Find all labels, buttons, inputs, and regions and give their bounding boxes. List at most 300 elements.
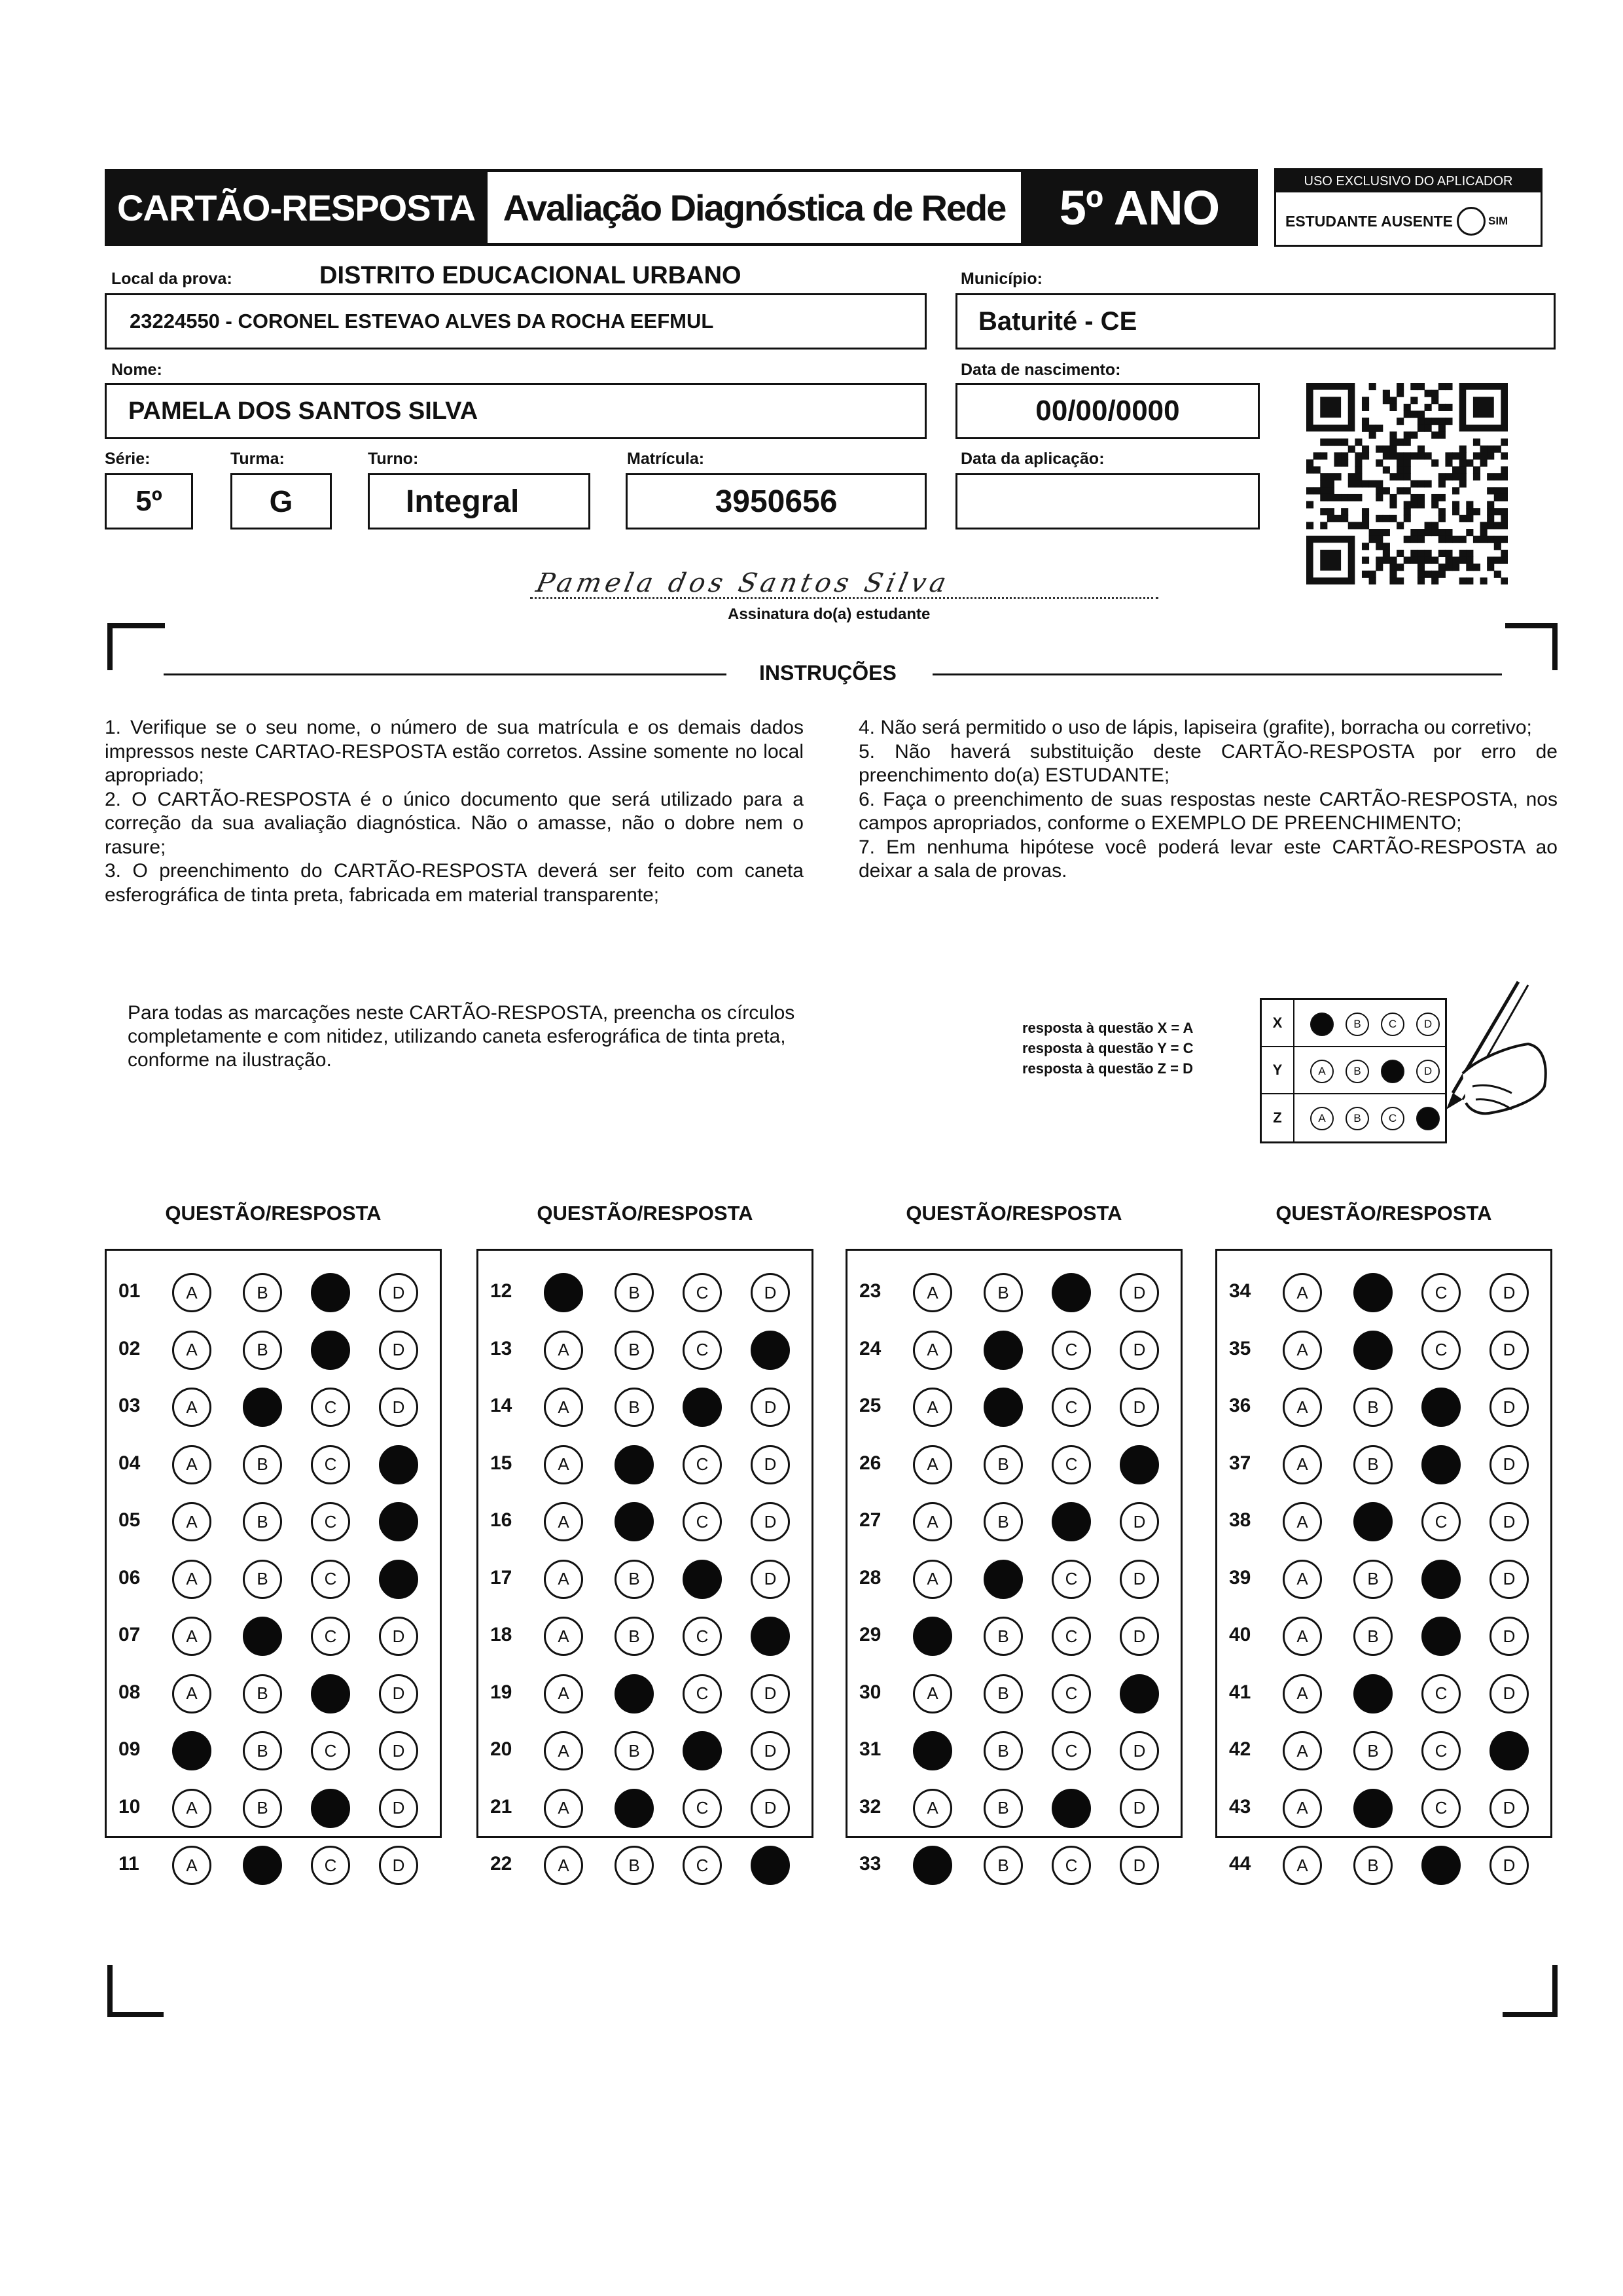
answer-bubble-c[interactable]: C	[683, 1502, 722, 1541]
answer-bubble-b[interactable]: B	[615, 1273, 654, 1312]
answer-bubble-c[interactable]: C	[683, 1273, 722, 1312]
question-number: 14	[490, 1395, 512, 1416]
question-number: 39	[1229, 1566, 1251, 1588]
answer-bubble-b[interactable]	[615, 1674, 654, 1713]
answer-bubble-b[interactable]	[243, 1846, 282, 1885]
question-number: 24	[859, 1337, 882, 1359]
answer-bubble-d[interactable]: D	[751, 1731, 790, 1770]
answer-bubble-b[interactable]: B	[984, 1789, 1023, 1828]
answer-bubble-b[interactable]: B	[1353, 1560, 1393, 1599]
answer-bubble-d[interactable]: D	[379, 1846, 418, 1885]
answer-bubble-a[interactable]: A	[172, 1388, 211, 1427]
answer-bubble-b[interactable]: B	[243, 1560, 282, 1599]
series-label: Série:	[105, 450, 151, 468]
answer-bubble-b[interactable]	[243, 1617, 282, 1656]
answer-bubble-c[interactable]: C	[1052, 1674, 1091, 1713]
class-label: Turma:	[230, 450, 285, 468]
question-row	[1217, 1729, 1550, 1768]
instruction-5: 5. Não haverá substituição deste CARTÃO-RESPOSTA por erro de preenchimento do(a) ESTUDANTE;	[859, 740, 1558, 786]
question-number: 03	[118, 1395, 141, 1416]
answer-bubble-b[interactable]	[984, 1560, 1023, 1599]
answer-bubble-b[interactable]: B	[615, 1617, 654, 1656]
example-bubble-a	[1310, 1013, 1334, 1036]
answer-bubble-b[interactable]: B	[243, 1445, 282, 1484]
answer-bubble-a[interactable]: A	[544, 1617, 583, 1656]
question-number: 11	[118, 1853, 139, 1874]
question-row	[1217, 1672, 1550, 1712]
answer-bubble-c[interactable]: C	[683, 1846, 722, 1885]
answer-bubble-a[interactable]: A	[1283, 1502, 1322, 1541]
question-row	[478, 1271, 812, 1310]
answer-bubble-b[interactable]	[1353, 1789, 1393, 1828]
example-legend-z: resposta à questão Z = D	[1022, 1060, 1194, 1077]
answer-bubble-d[interactable]: D	[1489, 1674, 1529, 1713]
answer-bubble-d[interactable]: D	[751, 1388, 790, 1427]
question-number: 15	[490, 1452, 512, 1474]
birth-field	[955, 383, 1260, 439]
answer-bubble-c[interactable]	[1421, 1846, 1461, 1885]
answer-bubble-a[interactable]	[913, 1846, 952, 1885]
question-row	[478, 1672, 812, 1712]
answer-bubble-a[interactable]: A	[913, 1674, 952, 1713]
answer-bubble-b[interactable]: B	[1353, 1846, 1393, 1885]
answer-bubble-d[interactable]: D	[1120, 1273, 1159, 1312]
answer-bubble-c[interactable]	[1052, 1502, 1091, 1541]
answer-bubble-c[interactable]: C	[1052, 1731, 1091, 1770]
answer-bubble-c[interactable]: C	[1421, 1731, 1461, 1770]
answer-bubble-d[interactable]: D	[1489, 1388, 1529, 1427]
answer-bubble-c[interactable]: C	[1052, 1445, 1091, 1484]
example-row-label: X	[1262, 1000, 1294, 1046]
column-header-4: QUESTÃO/RESPOSTA	[1275, 1202, 1492, 1225]
example-legend-x: resposta à questão X = A	[1022, 1020, 1194, 1036]
answer-bubble-d[interactable]	[751, 1331, 790, 1370]
answer-bubble-a[interactable]: A	[172, 1560, 211, 1599]
answer-bubble-b[interactable]	[984, 1388, 1023, 1427]
answer-bubble-d[interactable]: D	[1120, 1846, 1159, 1885]
answer-bubble-c[interactable]: C	[1421, 1789, 1461, 1828]
question-number: 34	[1229, 1280, 1251, 1302]
enrollment-label: Matrícula:	[627, 450, 705, 468]
answer-bubble-b[interactable]: B	[615, 1388, 654, 1427]
answer-bubble-a[interactable]: A	[544, 1388, 583, 1427]
question-row	[107, 1787, 440, 1826]
instruction-3: 3. O preenchimento do CARTÃO-RESPOSTA deverá ser feito com caneta esferográfica de tinta preta, fabricada em material transparente;	[105, 860, 804, 906]
answer-bubble-c[interactable]	[683, 1388, 722, 1427]
corner-mark-bottom-left	[107, 1965, 113, 2017]
question-row	[1217, 1615, 1550, 1654]
answer-bubble-b[interactable]: B	[615, 1331, 654, 1370]
answer-bubble-a[interactable]: A	[544, 1445, 583, 1484]
corner-mark-bottom-right	[1503, 2012, 1558, 2017]
answer-bubble-a[interactable]: A	[172, 1445, 211, 1484]
answer-bubble-d[interactable]: D	[1489, 1560, 1529, 1599]
answer-bubble-d[interactable]: D	[1489, 1789, 1529, 1828]
question-row	[1217, 1271, 1550, 1310]
question-number: 17	[490, 1566, 512, 1588]
answer-bubble-b[interactable]	[1353, 1331, 1393, 1370]
name-value: PAMELA DOS SANTOS SILVA	[128, 397, 478, 425]
answer-bubble-a[interactable]: A	[172, 1617, 211, 1656]
answer-bubble-d[interactable]	[1120, 1445, 1159, 1484]
municipality-label: Município:	[961, 270, 1043, 288]
question-number: 21	[490, 1795, 512, 1818]
answer-bubble-c[interactable]: C	[311, 1731, 350, 1770]
question-row	[1217, 1386, 1550, 1425]
answer-bubble-b[interactable]: B	[984, 1273, 1023, 1312]
location-label: Local da prova:	[111, 270, 232, 288]
question-number: 36	[1229, 1395, 1251, 1416]
answer-bubble-d[interactable]	[751, 1617, 790, 1656]
answer-bubble-a[interactable]: A	[1283, 1617, 1322, 1656]
question-number: 16	[490, 1509, 512, 1531]
question-number: 31	[859, 1738, 882, 1760]
answer-bubble-b[interactable]: B	[984, 1674, 1023, 1713]
answer-bubble-b[interactable]: B	[615, 1731, 654, 1770]
answer-bubble-a[interactable]: A	[1283, 1273, 1322, 1312]
fill-instruction-note: Para todas as marcações neste CARTÃO-RESPOSTA, preencha os círculos completamente e com nitidez, utilizando caneta esferográfica de tinta preta, conforme na ilustração.	[128, 1002, 795, 1071]
column-header-1: QUESTÃO/RESPOSTA	[165, 1202, 382, 1225]
answer-bubble-c[interactable]: C	[1052, 1331, 1091, 1370]
answer-column-4	[1215, 1249, 1552, 1875]
answer-bubble-d[interactable]: D	[1489, 1502, 1529, 1541]
question-row	[107, 1500, 440, 1539]
answer-bubble-b[interactable]: B	[1353, 1731, 1393, 1770]
answer-bubble-a[interactable]: A	[1283, 1674, 1322, 1713]
answer-bubble-a[interactable]: A	[1283, 1331, 1322, 1370]
applicator-header: USO EXCLUSIVO DO APLICADOR	[1276, 170, 1541, 192]
answer-bubble-a[interactable]: A	[172, 1789, 211, 1828]
answer-bubble-b[interactable]: B	[615, 1560, 654, 1599]
answer-bubble-b[interactable]	[1353, 1502, 1393, 1541]
answer-bubble-d[interactable]: D	[379, 1331, 418, 1370]
question-number: 25	[859, 1395, 882, 1416]
answer-bubble-b[interactable]: B	[243, 1273, 282, 1312]
question-number: 05	[118, 1509, 141, 1531]
answer-bubble-b[interactable]: B	[984, 1617, 1023, 1656]
municipality-field	[955, 293, 1556, 350]
answer-bubble-b[interactable]	[1353, 1674, 1393, 1713]
answer-column-1	[105, 1249, 442, 1875]
answer-bubble-b[interactable]: B	[243, 1331, 282, 1370]
answer-bubble-c[interactable]: C	[1421, 1674, 1461, 1713]
answer-bubble-c[interactable]: C	[311, 1560, 350, 1599]
question-row	[107, 1672, 440, 1712]
question-row	[847, 1558, 1181, 1597]
answer-bubble-c[interactable]: C	[1421, 1273, 1461, 1312]
answer-bubble-c[interactable]: C	[683, 1445, 722, 1484]
answer-bubble-a[interactable]: A	[544, 1846, 583, 1885]
answer-bubble-b[interactable]	[615, 1445, 654, 1484]
instructions-rule-right	[933, 673, 1502, 675]
answer-bubble-a[interactable]: A	[172, 1674, 211, 1713]
application-date-label: Data da aplicação:	[961, 450, 1105, 468]
answer-bubble-c[interactable]: C	[683, 1331, 722, 1370]
question-number: 02	[118, 1337, 141, 1359]
answer-bubble-a[interactable]: A	[913, 1445, 952, 1484]
answer-bubble-a[interactable]: A	[544, 1731, 583, 1770]
exam-title: Avaliação Diagnóstica de Rede	[503, 187, 1006, 228]
answer-bubble-a[interactable]: A	[913, 1502, 952, 1541]
question-number: 35	[1229, 1337, 1251, 1359]
instruction-4: 4. Não será permitido o uso de lápis, lapiseira (grafite), borracha ou corretivo;	[859, 717, 1532, 738]
answer-bubble-a[interactable]	[913, 1617, 952, 1656]
answer-bubble-c[interactable]: C	[311, 1617, 350, 1656]
answer-bubble-d[interactable]: D	[751, 1273, 790, 1312]
answer-bubble-d[interactable]: D	[379, 1273, 418, 1312]
example-bubble-a: A	[1310, 1060, 1334, 1083]
answer-bubble-c[interactable]	[1052, 1789, 1091, 1828]
question-row	[107, 1271, 440, 1310]
question-row	[478, 1500, 812, 1539]
answer-bubble-a[interactable]: A	[172, 1331, 211, 1370]
answer-bubble-a[interactable]: A	[172, 1502, 211, 1541]
answer-bubble-b[interactable]: B	[1353, 1445, 1393, 1484]
answer-bubble-c[interactable]	[683, 1560, 722, 1599]
answer-bubble-d[interactable]: D	[1120, 1560, 1159, 1599]
answer-bubble-a[interactable]: A	[913, 1789, 952, 1828]
answer-bubble-a[interactable]: A	[544, 1560, 583, 1599]
answer-bubble-a[interactable]: A	[544, 1502, 583, 1541]
answer-bubble-b[interactable]: B	[243, 1674, 282, 1713]
answer-bubble-d[interactable]: D	[751, 1789, 790, 1828]
answer-bubble-b[interactable]	[615, 1502, 654, 1541]
example-legend	[1022, 1018, 1193, 1079]
instruction-1: 1. Verifique se o seu nome, o número de sua matrícula e os demais dados impressos neste CARTAO-RESPOSTA estão corretos. Assine somente no local apropriado;	[105, 717, 804, 786]
answer-bubble-d[interactable]: D	[1489, 1331, 1529, 1370]
answer-bubble-d[interactable]: D	[379, 1388, 418, 1427]
question-row	[478, 1558, 812, 1597]
question-row	[847, 1386, 1181, 1425]
question-number: 29	[859, 1624, 882, 1645]
answer-bubble-a[interactable]: A	[172, 1846, 211, 1885]
answer-bubble-a[interactable]: A	[913, 1273, 952, 1312]
application-date-field[interactable]	[955, 473, 1260, 529]
answer-bubble-b[interactable]: B	[615, 1846, 654, 1885]
answer-bubble-a[interactable]: A	[1283, 1846, 1322, 1885]
question-number: 10	[118, 1795, 141, 1818]
absent-yes-label: SIM	[1488, 215, 1508, 227]
answer-bubble-d[interactable]: D	[1489, 1445, 1529, 1484]
question-number: 22	[490, 1853, 512, 1874]
question-number: 20	[490, 1738, 512, 1760]
answer-bubble-a[interactable]: A	[1283, 1388, 1322, 1427]
answer-bubble-a[interactable]: A	[1283, 1789, 1322, 1828]
answer-bubble-c[interactable]	[1052, 1273, 1091, 1312]
answer-bubble-c[interactable]: C	[311, 1445, 350, 1484]
answer-bubble-b[interactable]: B	[984, 1846, 1023, 1885]
answer-bubble-d[interactable]	[751, 1846, 790, 1885]
answer-bubble-c[interactable]: C	[683, 1617, 722, 1656]
answer-bubble-a[interactable]: A	[913, 1388, 952, 1427]
card-title: CARTÃO-RESPOSTA	[116, 187, 476, 228]
question-row	[478, 1729, 812, 1768]
answer-bubble-c[interactable]	[311, 1273, 350, 1312]
answer-bubble-c[interactable]: C	[311, 1502, 350, 1541]
answer-bubble-b[interactable]: B	[243, 1731, 282, 1770]
answer-bubble-b[interactable]	[243, 1388, 282, 1427]
absent-checkbox[interactable]	[1457, 207, 1486, 236]
answer-bubble-d[interactable]: D	[379, 1789, 418, 1828]
question-number: 37	[1229, 1452, 1251, 1474]
question-row	[107, 1844, 440, 1883]
answer-bubble-c[interactable]	[1421, 1560, 1461, 1599]
answer-bubble-a[interactable]: A	[172, 1273, 211, 1312]
answer-bubble-b[interactable]: B	[1353, 1388, 1393, 1427]
name-field	[105, 383, 927, 439]
answer-bubble-a[interactable]: A	[544, 1674, 583, 1713]
question-row	[847, 1729, 1181, 1768]
answer-bubble-d[interactable]: D	[751, 1445, 790, 1484]
answer-bubble-a[interactable]: A	[913, 1331, 952, 1370]
answer-bubble-c[interactable]	[1421, 1445, 1461, 1484]
answer-bubble-d[interactable]	[1489, 1731, 1529, 1770]
answer-bubble-c[interactable]: C	[311, 1388, 350, 1427]
answer-bubble-d[interactable]: D	[751, 1502, 790, 1541]
answer-bubble-a[interactable]: A	[544, 1789, 583, 1828]
answer-column-2	[476, 1249, 813, 1875]
pen-hand-illustration-icon	[1414, 975, 1551, 1139]
answer-bubble-a[interactable]: A	[1283, 1731, 1322, 1770]
question-row	[847, 1672, 1181, 1712]
answer-bubble-d[interactable]: D	[1120, 1789, 1159, 1828]
birth-value: 00/00/0000	[1035, 395, 1180, 427]
question-number: 23	[859, 1280, 882, 1302]
birth-label: Data de nascimento:	[961, 361, 1121, 379]
question-row	[478, 1329, 812, 1368]
question-number: 33	[859, 1853, 882, 1874]
answer-bubble-d[interactable]	[379, 1560, 418, 1599]
application-date-value	[957, 475, 1258, 528]
answer-bubble-b[interactable]	[984, 1331, 1023, 1370]
answer-bubble-b[interactable]: B	[984, 1502, 1023, 1541]
question-row	[107, 1558, 440, 1597]
answer-bubble-d[interactable]: D	[1489, 1273, 1529, 1312]
answer-bubble-d[interactable]	[379, 1445, 418, 1484]
answer-bubble-b[interactable]: B	[1353, 1617, 1393, 1656]
answer-bubble-d[interactable]: D	[1489, 1846, 1529, 1885]
answer-bubble-c[interactable]	[1421, 1388, 1461, 1427]
answer-bubble-a[interactable]: A	[1283, 1560, 1322, 1599]
answer-bubble-c[interactable]	[311, 1674, 350, 1713]
answer-bubble-d[interactable]: D	[1120, 1388, 1159, 1427]
instructions-rule-left	[164, 673, 726, 675]
answer-bubble-c[interactable]: C	[1052, 1560, 1091, 1599]
answer-bubble-d[interactable]: D	[1120, 1617, 1159, 1656]
question-row	[847, 1615, 1181, 1654]
example-bubble-a: A	[1310, 1107, 1334, 1130]
instructions-left	[105, 716, 804, 907]
corner-mark-top-right	[1505, 623, 1558, 628]
district-name: DISTRITO EDUCACIONAL URBANO	[319, 262, 741, 289]
answer-bubble-b[interactable]	[615, 1789, 654, 1828]
name-label: Nome:	[111, 361, 162, 379]
answer-bubble-a[interactable]	[172, 1731, 211, 1770]
answer-bubble-d[interactable]	[379, 1502, 418, 1541]
instruction-6: 6. Faça o preenchimento de suas respostas neste CARTÃO-RESPOSTA, nos campos apropriados, conforme o EXEMPLO DE PREENCHIMENTO;	[859, 788, 1558, 834]
answer-bubble-a[interactable]: A	[913, 1560, 952, 1599]
answer-bubble-d[interactable]: D	[1120, 1502, 1159, 1541]
shift-value: Integral	[406, 484, 520, 519]
example-bubble-d: D	[1416, 1013, 1440, 1036]
card-title-block	[105, 169, 488, 246]
answer-bubble-d[interactable]	[1120, 1674, 1159, 1713]
answer-bubble-b[interactable]: B	[984, 1731, 1023, 1770]
example-row-label: Y	[1262, 1047, 1294, 1093]
answer-bubble-c[interactable]: C	[1052, 1846, 1091, 1885]
question-row	[1217, 1558, 1550, 1597]
answer-bubble-c[interactable]: C	[1052, 1388, 1091, 1427]
answer-bubble-c[interactable]: C	[1421, 1331, 1461, 1370]
answer-bubble-c[interactable]	[1421, 1617, 1461, 1656]
municipality-value: Baturité - CE	[978, 306, 1137, 336]
answer-bubble-b[interactable]: B	[984, 1445, 1023, 1484]
question-row	[107, 1329, 440, 1368]
answer-bubble-d[interactable]: D	[751, 1674, 790, 1713]
question-row	[107, 1386, 440, 1425]
column-header-2: QUESTÃO/RESPOSTA	[537, 1202, 753, 1225]
answer-bubble-c[interactable]: C	[1052, 1617, 1091, 1656]
question-row	[107, 1729, 440, 1768]
question-number: 01	[118, 1280, 141, 1302]
question-number: 04	[118, 1452, 141, 1474]
answer-bubble-c[interactable]	[311, 1331, 350, 1370]
answer-bubble-d[interactable]: D	[1120, 1331, 1159, 1370]
question-number: 27	[859, 1509, 882, 1531]
absent-label: ESTUDANTE AUSENTE	[1285, 212, 1453, 230]
answer-bubble-d[interactable]: D	[379, 1674, 418, 1713]
answer-bubble-c[interactable]: C	[683, 1674, 722, 1713]
question-row	[478, 1615, 812, 1654]
answer-column-3	[846, 1249, 1183, 1875]
question-row	[847, 1844, 1181, 1883]
answer-bubble-b[interactable]: B	[243, 1789, 282, 1828]
qr-code	[1306, 383, 1508, 584]
question-number: 12	[490, 1280, 512, 1302]
question-number: 26	[859, 1452, 882, 1474]
answer-bubble-c[interactable]: C	[683, 1789, 722, 1828]
question-number: 41	[1229, 1681, 1251, 1703]
answer-bubble-a[interactable]: A	[544, 1331, 583, 1370]
answer-bubble-d[interactable]: D	[1120, 1731, 1159, 1770]
answer-bubble-d[interactable]: D	[379, 1731, 418, 1770]
answer-bubble-c[interactable]: C	[311, 1846, 350, 1885]
example-bubble-c: C	[1381, 1107, 1404, 1130]
answer-bubble-c[interactable]	[683, 1731, 722, 1770]
corner-mark-top-left	[107, 623, 165, 628]
question-number: 08	[118, 1681, 141, 1703]
instructions-right	[859, 716, 1558, 884]
signature-caption: Assinatura do(a) estudante	[728, 605, 931, 623]
question-number: 09	[118, 1738, 141, 1760]
answer-bubble-b[interactable]	[1353, 1273, 1393, 1312]
answer-bubble-d[interactable]: D	[751, 1560, 790, 1599]
answer-bubble-b[interactable]: B	[243, 1502, 282, 1541]
question-row	[107, 1443, 440, 1482]
enrollment-field	[626, 473, 927, 529]
answer-bubble-a[interactable]	[544, 1273, 583, 1312]
grade: 5º ANO	[1059, 180, 1220, 235]
answer-bubble-c[interactable]	[311, 1789, 350, 1828]
question-row	[847, 1787, 1181, 1826]
question-number: 40	[1229, 1624, 1251, 1645]
answer-bubble-d[interactable]: D	[1489, 1617, 1529, 1656]
answer-bubble-c[interactable]: C	[1421, 1502, 1461, 1541]
answer-bubble-d[interactable]: D	[379, 1617, 418, 1656]
answer-bubble-a[interactable]	[913, 1731, 952, 1770]
series-field	[105, 473, 193, 529]
answer-bubble-a[interactable]: A	[1283, 1445, 1322, 1484]
